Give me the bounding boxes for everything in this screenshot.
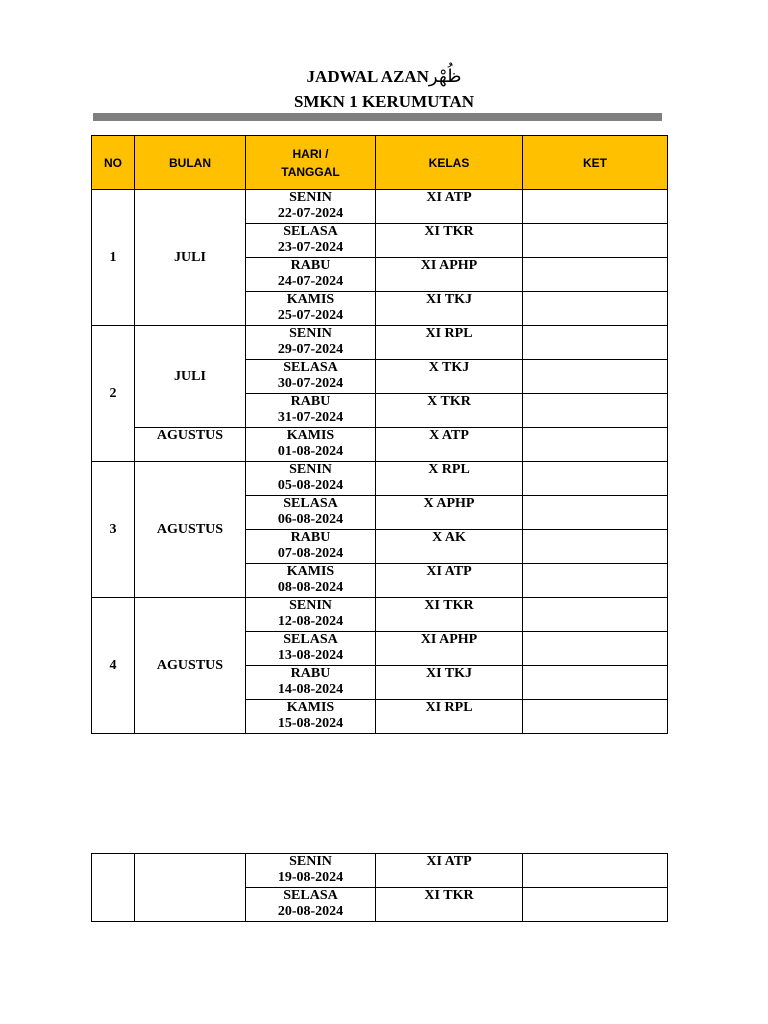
ket-cell — [523, 428, 668, 462]
header-no: NO — [92, 136, 135, 190]
hari-tanggal-cell — [246, 564, 376, 598]
schedule-table — [91, 135, 668, 734]
ket-cell — [523, 666, 668, 700]
day-name: KAMIS — [286, 428, 335, 443]
ket-cell — [523, 258, 668, 292]
day-name: RABU — [290, 530, 331, 545]
date-value: 31-07-2024 — [277, 410, 344, 425]
date-value: 15-08-2024 — [277, 716, 344, 731]
kelas-cell: XI APHP — [376, 258, 523, 292]
date-value: 01-08-2024 — [277, 444, 344, 459]
day-name: SENIN — [289, 598, 332, 613]
ket-cell — [523, 360, 668, 394]
ket-cell — [523, 190, 668, 224]
kelas-cell: XI RPL — [376, 700, 523, 734]
hari-tanggal-cell — [246, 394, 376, 428]
ket-cell — [523, 632, 668, 666]
table-header-row — [92, 136, 668, 190]
date-value: 30-07-2024 — [277, 376, 344, 391]
bulan-cell: JULI — [135, 190, 246, 326]
date-value: 20-08-2024 — [277, 904, 344, 919]
ket-cell — [523, 496, 668, 530]
title-text: JADWAL AZAN — [306, 67, 429, 86]
hari-tanggal-cell — [246, 462, 376, 496]
date-value: 13-08-2024 — [277, 648, 344, 663]
no-cell: 3 — [92, 462, 135, 598]
ket-cell — [523, 888, 668, 922]
no-cell — [92, 854, 135, 922]
hari-tanggal-cell — [246, 598, 376, 632]
day-name: KAMIS — [286, 700, 335, 715]
kelas-cell: XI TKJ — [376, 292, 523, 326]
kelas-cell: XI ATP — [376, 564, 523, 598]
date-value: 12-08-2024 — [277, 614, 344, 629]
ket-cell — [523, 564, 668, 598]
day-name: KAMIS — [286, 292, 335, 307]
ket-cell — [523, 394, 668, 428]
bulan-cell: AGUSTUS — [135, 428, 246, 462]
ket-cell — [523, 292, 668, 326]
kelas-cell: XI APHP — [376, 632, 523, 666]
kelas-cell: XI TKR — [376, 888, 523, 922]
schedule-table-continuation — [91, 853, 668, 922]
date-value: 08-08-2024 — [277, 580, 344, 595]
ket-cell — [523, 462, 668, 496]
kelas-cell: XI TKR — [376, 224, 523, 258]
day-name: KAMIS — [286, 564, 335, 579]
bulan-cell — [135, 854, 246, 922]
table-row — [92, 462, 668, 496]
kelas-cell: XI ATP — [376, 190, 523, 224]
date-value: 19-08-2024 — [277, 870, 344, 885]
title-rule — [93, 113, 662, 121]
day-name: SENIN — [289, 190, 332, 205]
date-value: 05-08-2024 — [277, 478, 344, 493]
hari-tanggal-cell — [246, 224, 376, 258]
no-cell: 2 — [92, 326, 135, 462]
ket-cell — [523, 854, 668, 888]
day-name: RABU — [290, 394, 331, 409]
hari-tanggal-cell — [246, 360, 376, 394]
date-value: 22-07-2024 — [277, 206, 344, 221]
kelas-cell: XI TKJ — [376, 666, 523, 700]
ket-cell — [523, 326, 668, 360]
kelas-cell: X APHP — [376, 496, 523, 530]
day-name: RABU — [290, 666, 331, 681]
table-row — [92, 598, 668, 632]
bulan-cell: AGUSTUS — [135, 462, 246, 598]
table-row — [92, 428, 668, 462]
date-value: 29-07-2024 — [277, 342, 344, 357]
table-row — [92, 190, 668, 224]
date-value: 23-07-2024 — [277, 240, 344, 255]
ket-cell — [523, 598, 668, 632]
hari-tanggal-cell — [246, 258, 376, 292]
hari-tanggal-cell — [246, 190, 376, 224]
day-name: SELASA — [283, 224, 338, 239]
hari-tanggal-cell — [246, 666, 376, 700]
hari-tanggal-cell — [246, 700, 376, 734]
kelas-cell: X TKR — [376, 394, 523, 428]
date-value: 25-07-2024 — [277, 308, 344, 323]
date-value: 06-08-2024 — [277, 512, 344, 527]
day-name: SELASA — [283, 888, 338, 903]
kelas-cell: X TKJ — [376, 360, 523, 394]
date-value: 07-08-2024 — [277, 546, 344, 561]
day-name: SENIN — [289, 462, 332, 477]
table-row — [92, 326, 668, 360]
hari-tanggal-cell — [246, 428, 376, 462]
ket-cell — [523, 224, 668, 258]
day-name: SENIN — [289, 326, 332, 341]
day-name: SELASA — [283, 496, 338, 511]
header-kelas: KELAS — [376, 136, 523, 190]
kelas-cell: X ATP — [376, 428, 523, 462]
header-bulan: BULAN — [135, 136, 246, 190]
hari-tanggal-cell — [246, 326, 376, 360]
no-cell: 1 — [92, 190, 135, 326]
header-ket: KET — [523, 136, 668, 190]
kelas-cell: XI RPL — [376, 326, 523, 360]
hari-tanggal-cell — [246, 530, 376, 564]
hari-tanggal-cell — [246, 854, 376, 888]
day-name: RABU — [290, 258, 331, 273]
ket-cell — [523, 530, 668, 564]
day-name: SELASA — [283, 632, 338, 647]
ket-cell — [523, 700, 668, 734]
no-cell: 4 — [92, 598, 135, 734]
document-subtitle: SMKN 1 KERUMUTAN — [293, 92, 475, 111]
bulan-cell: JULI — [135, 326, 246, 428]
date-value: 24-07-2024 — [277, 274, 344, 289]
day-name: SENIN — [289, 854, 332, 869]
kelas-cell: XI ATP — [376, 854, 523, 888]
hari-tanggal-cell — [246, 496, 376, 530]
day-name: SELASA — [283, 360, 338, 375]
document-title — [0, 66, 768, 87]
table-row — [92, 854, 668, 888]
kelas-cell: X RPL — [376, 462, 523, 496]
date-value: 14-08-2024 — [277, 682, 344, 697]
hari-tanggal-cell — [246, 632, 376, 666]
kelas-cell: XI TKR — [376, 598, 523, 632]
bulan-cell: AGUSTUS — [135, 598, 246, 734]
hari-tanggal-cell — [246, 292, 376, 326]
kelas-cell: X AK — [376, 530, 523, 564]
hari-tanggal-cell — [246, 888, 376, 922]
title-arabic: ظُهْر — [428, 66, 462, 87]
header-hari-tanggal: HARI / TANGGAL — [246, 136, 376, 190]
